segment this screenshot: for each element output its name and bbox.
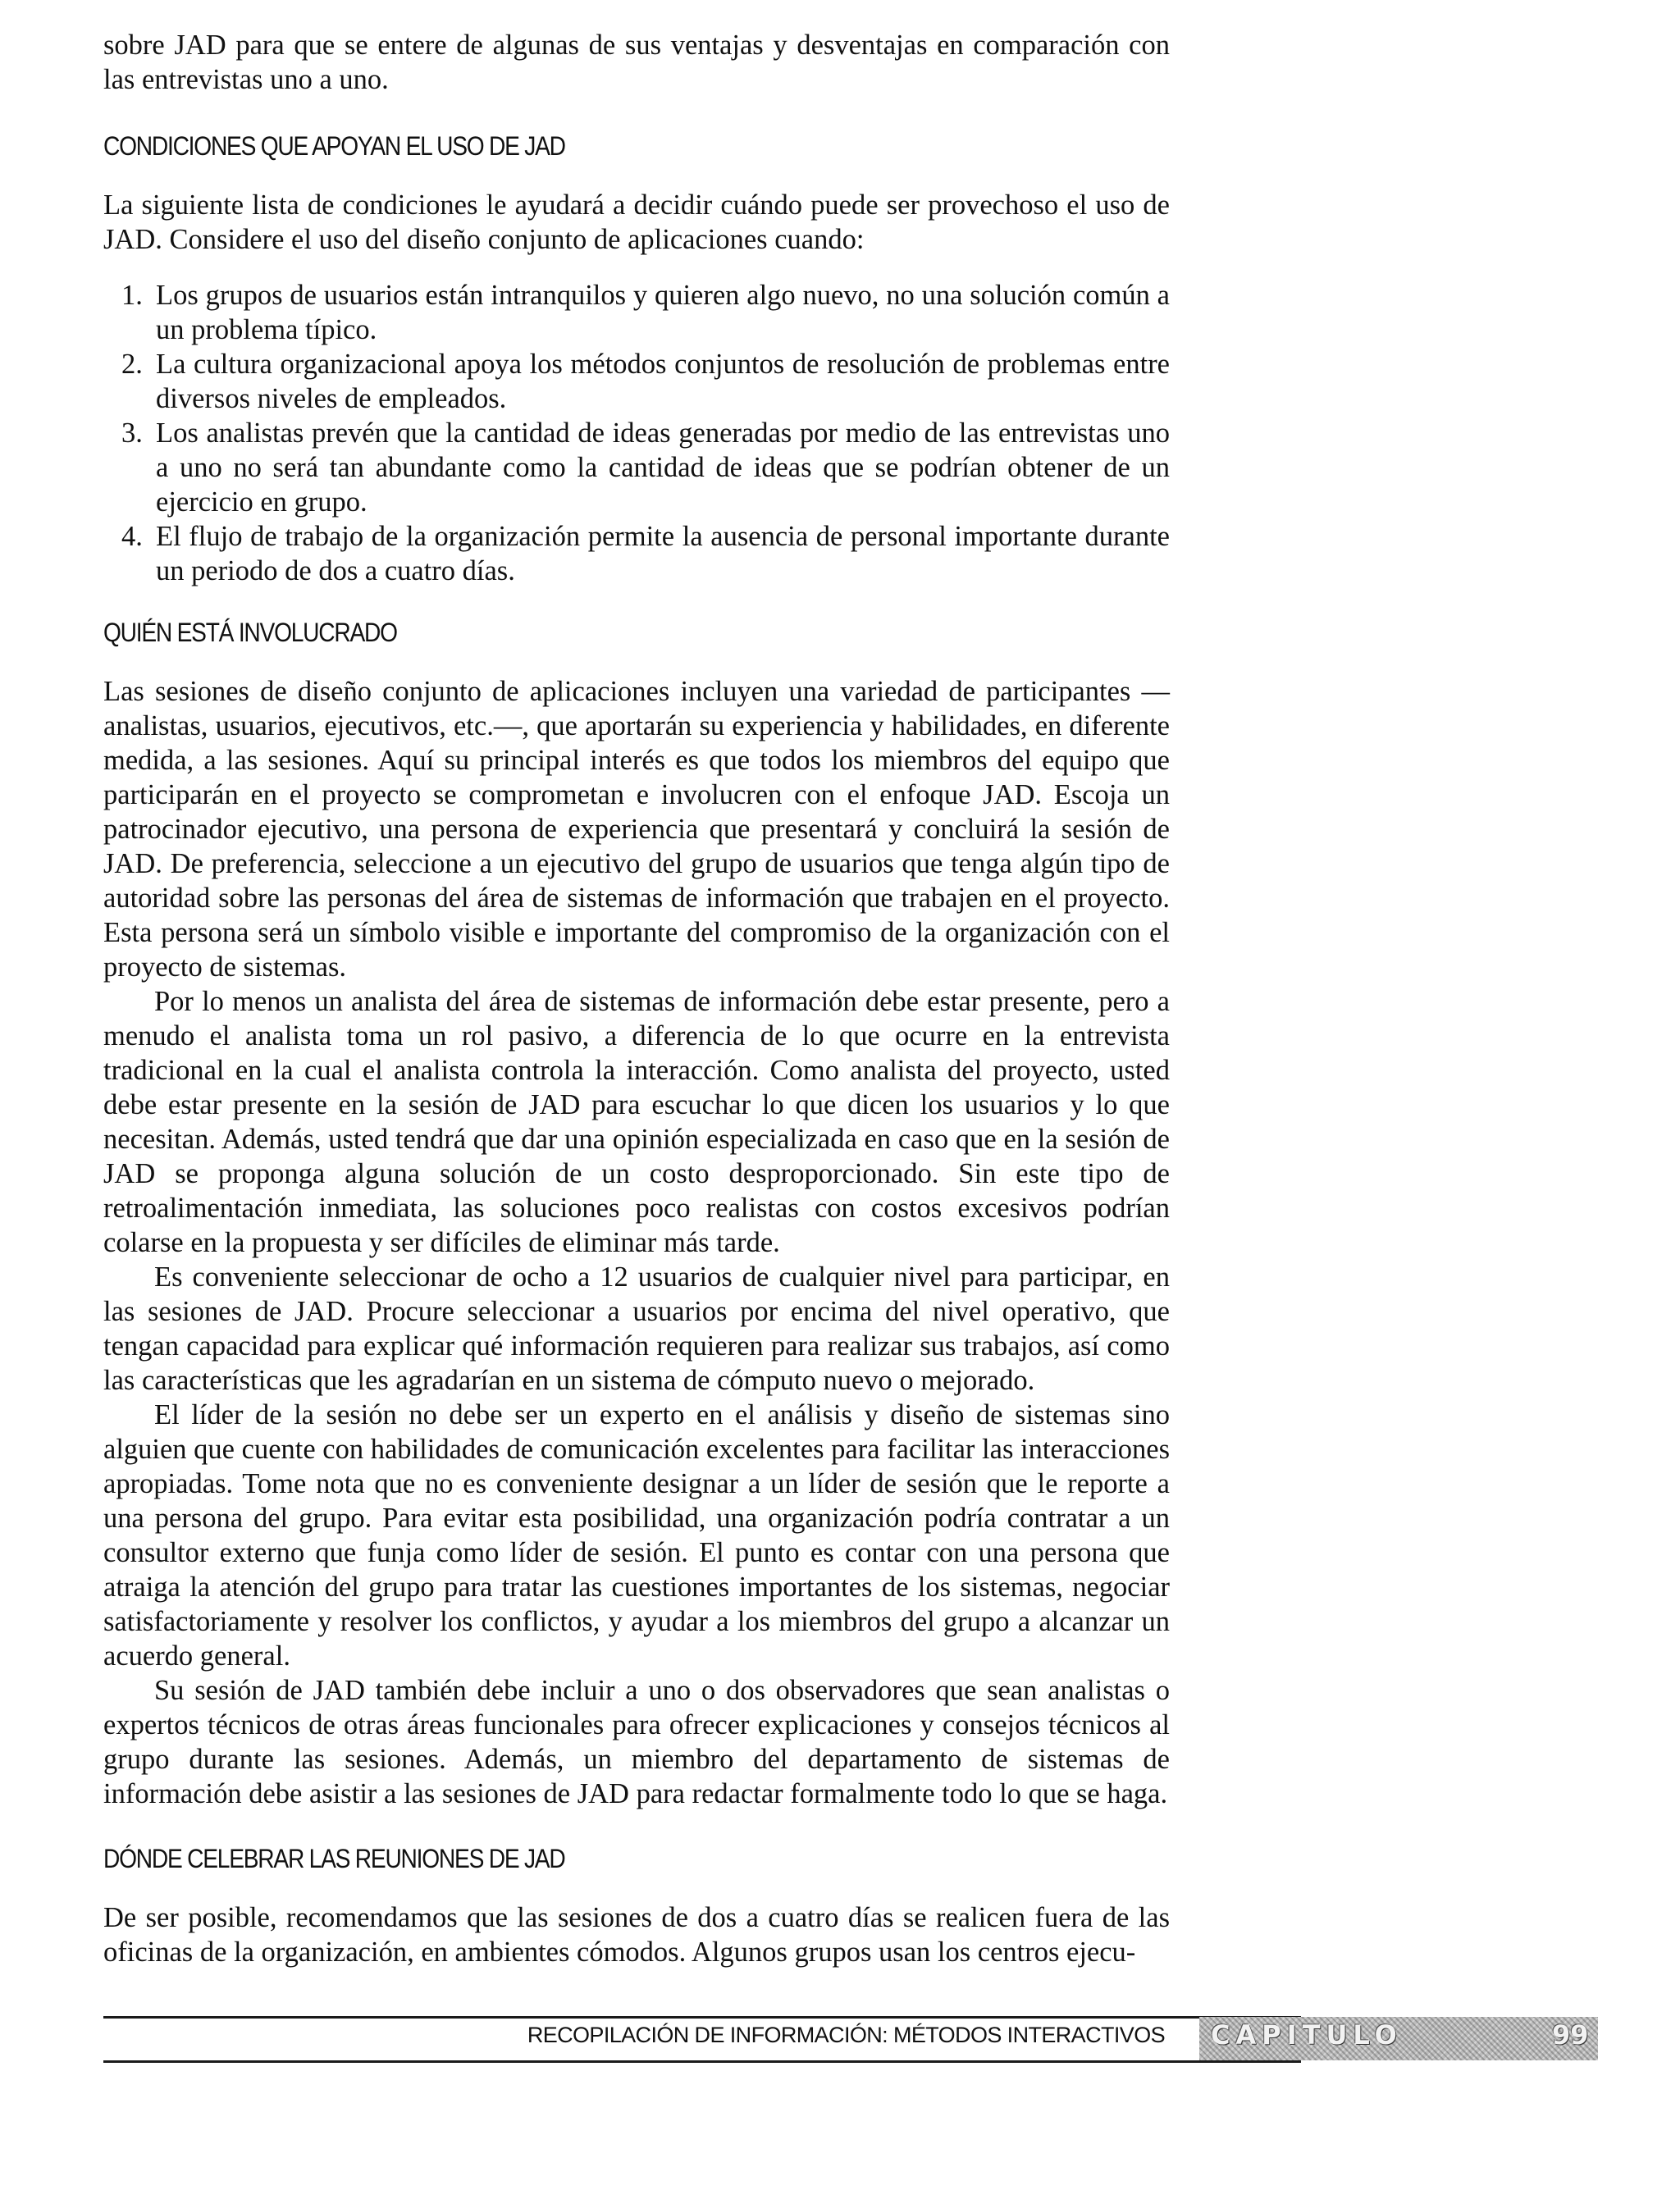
where-paragraph: De ser posible, recomendamos que las sesiones de dos a cuatro días se realicen fuera de las oficinas de la organización, en ambientes cómodos. Algunos grupos usan los centros ejecu- xyxy=(103,1902,1170,1968)
list-item-number: 2. xyxy=(121,349,143,380)
conditions-paragraph: La siguiente lista de condiciones le ayudará a decidir cuándo puede ser provechoso el uso de JAD. Considere el uso del diseño conjunto de aplicaciones cuando: xyxy=(103,189,1170,255)
list-item-text: El flujo de trabajo de la organización permite la ausencia de personal importante durante un periodo de dos a cuatro días. xyxy=(156,521,1170,586)
who-paragraph: El líder de la sesión no debe ser un experto en el análisis y diseño de sistemas sino alguien que cuente con habilidades de comunicación excelentes para facilitar las interacciones apropiadas. Tome nota que no es conveniente designar a un líder de sesión que le reporte a una persona del grupo. Para evitar esta posibilidad, una organización podría contratar a un consultor externo que funja como líder de sesión. El punto es contar con una persona que atraiga la atención del grupo para tratar las cuestiones importantes de los sistemas, negociar satisfactoriamente y resolver los conflictos, y ayudar a los miembros del grupo a alcanzar un acuerdo general. xyxy=(103,1399,1170,1672)
list-item xyxy=(103,278,1170,347)
list-item-text: La cultura organizacional apoya los métodos conjuntos de resolución de problemas entre diversos niveles de empleados. xyxy=(156,349,1170,414)
section-heading-conditions: CONDICIONES QUE APOYAN EL USO DE JAD xyxy=(103,131,565,161)
section-heading-who: QUIÉN ESTÁ INVOLUCRADO xyxy=(103,618,397,647)
who-paragraph: Es conveniente seleccionar de ocho a 12 usuarios de cualquier nivel para participar, en las sesiones de JAD. Procure seleccionar a usuarios por encima del nivel operativo, que tengan capacidad para explicar qué información requieren para realizar sus trabajos, así como las características que les agradarían en un sistema de cómputo nuevo o mejorado. xyxy=(103,1261,1170,1396)
who-paragraph: Por lo menos un analista del área de sistemas de información debe estar presente, pero a menudo el analista toma un rol pasivo, a diferencia de lo que ocurre en la entrevista tradicional en la cual el analista controla la interacción. Como analista del proyecto, usted debe estar presente en la sesión de JAD para escuchar lo que dicen los usuarios y lo que necesitan. Además, usted tendrá que dar una opinión especializada en caso que en la sesión de JAD se proponga alguna solución de un costo desproporcionado. Sin este tipo de retroalimentación inmediata, las soluciones poco realistas con costos excesivos podrían colarse en la propuesta y ser difíciles de eliminar más tarde. xyxy=(103,986,1170,1258)
list-item xyxy=(103,347,1170,416)
list-item xyxy=(103,519,1170,588)
list-item-number: 4. xyxy=(121,521,143,552)
page-body xyxy=(103,28,1170,1969)
page-number: 99 xyxy=(1552,2019,1589,2051)
running-title: RECOPILACIÓN DE INFORMACIÓN: MÉTODOS INTERACTIVOS xyxy=(527,2023,1165,2047)
footer-rule-top xyxy=(103,2016,1301,2019)
section-heading-where: DÓNDE CELEBRAR LAS REUNIONES DE JAD xyxy=(103,1844,565,1873)
list-item-number: 1. xyxy=(121,280,143,311)
list-item xyxy=(103,416,1170,519)
list-item-text: Los grupos de usuarios están intranquilos y quieren algo nuevo, no una solución común a un problema típico. xyxy=(156,280,1170,345)
footer-rule-bottom xyxy=(103,2060,1301,2063)
conditions-list xyxy=(103,278,1170,588)
intro-paragraph: sobre JAD para que se entere de algunas de sus ventajas y desventajas en comparación con las entrevistas uno a uno. xyxy=(103,30,1170,95)
who-paragraph: Las sesiones de diseño conjunto de aplicaciones incluyen una variedad de participantes —analistas, usuarios, ejecutivos, etc.—, que aportarán su experiencia y habilidades, en diferente medida, a las sesiones. Aquí su principal interés es que todos los miembros del equipo que participarán en el proyecto se comprometan e involucren con el enfoque JAD. Escoja un patrocinador ejecutivo, una persona de experiencia que presentará y concluirá la sesión de JAD. De preferencia, seleccione a un ejecutivo del grupo de usuarios que tenga algún tipo de autoridad sobre las personas del área de sistemas de información que trabajen en el proyecto. Esta persona será un símbolo visible e importante del compromiso de la organización con el proyecto de sistemas. xyxy=(103,676,1170,983)
list-item-number: 3. xyxy=(121,417,143,449)
chapter-label: CAPITULO xyxy=(1211,2019,1403,2051)
list-item-text: Los analistas prevén que la cantidad de ideas generadas por medio de las entrevistas uno a uno no será tan abundante como la cantidad de ideas que se podrían obtener de un ejercicio en grupo. xyxy=(156,417,1170,518)
who-paragraph: Su sesión de JAD también debe incluir a uno o dos observadores que sean analistas o expertos técnicos de otras áreas funcionales para ofrecer explicaciones y consejos técnicos al grupo durante las sesiones. Además, un miembro del departamento de sistemas de información debe asistir a las sesiones de JAD para redactar formalmente todo lo que se haga. xyxy=(103,1675,1170,1809)
